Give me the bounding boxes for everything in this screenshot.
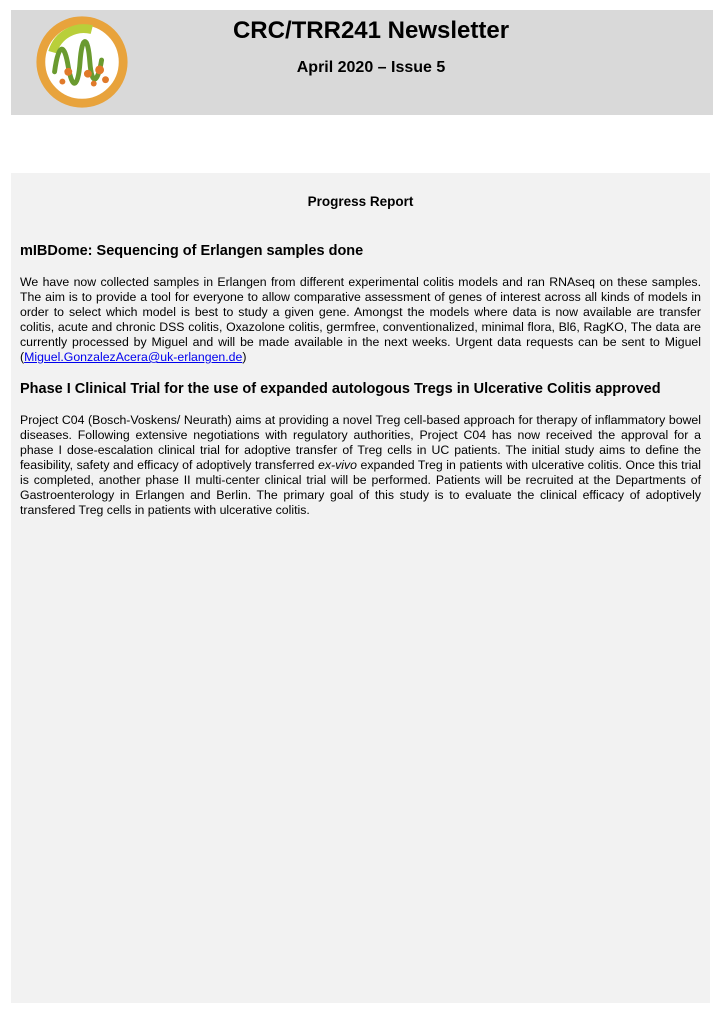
article-title: mIBDome: Sequencing of Erlangen samples done <box>20 243 364 259</box>
newsletter-issue: April 2020 – Issue 5 <box>296 59 446 76</box>
trr241-logo-icon <box>33 13 131 111</box>
section-title: Progress Report <box>307 194 414 209</box>
article-italic-text: ex-vivo <box>318 458 357 472</box>
article-text: We have now collected samples in Erlangen from different experimental colitis models and ran RNAseq on these samples. The aim is to provide a tool for everyone to allow comparative assessment of genes of interest across all kinds of models in order to select which model is best to study a given gene. Amongst the models where data is now available are transfer colitis, acute and chronic DSS colitis, Oxazolone colitis, germfree, conventionalized, minimal flora, Bl6, RagKO, The data are currently processed by Miguel and will be made available in the next weeks. Urgent data requests can be sent to Miguel ( <box>20 275 701 364</box>
article-body <box>20 275 701 365</box>
newsletter-header <box>11 10 713 115</box>
content-panel <box>11 173 710 1003</box>
article-body <box>20 413 701 518</box>
article-text: expanded Treg in patients with ulcerative colitis. Once this trial is completed, another phase II multi-center clinical trial will be performed. Patients will be recruited at the Departments of Gastroenterology in Erlangen and Berlin. The primary goal of this study is to evaluate the clinical efficacy of adoptively transfered Treg cells in patients with ulcerative colitis. <box>20 458 701 517</box>
article-mibdome <box>20 242 701 365</box>
article-title: Phase I Clinical Trial for the use of expanded autologous Tregs in Ulcerative Colitis approved <box>20 381 661 397</box>
article-text: Project C04 (Bosch-Voskens/ Neurath) aims at providing a novel Treg cell-based approach for therapy of inflammatory bowel diseases. Following extensive negotiations with regulatory authorities, Project C04 has now received the approval for a phase I dose-escalation clinical trial for adoptive transfer of Treg cells in UC patients. The initial study aims to define the feasibility, safety and efficacy of adoptively transferred <box>20 413 701 472</box>
newsletter-title: CRC/TRR241 Newsletter <box>232 17 510 44</box>
article-text: ) <box>242 350 247 364</box>
article-clinical-trial <box>20 380 701 518</box>
email-link[interactable]: Miguel.GonzalezAcera@uk-erlangen.de <box>24 350 243 364</box>
